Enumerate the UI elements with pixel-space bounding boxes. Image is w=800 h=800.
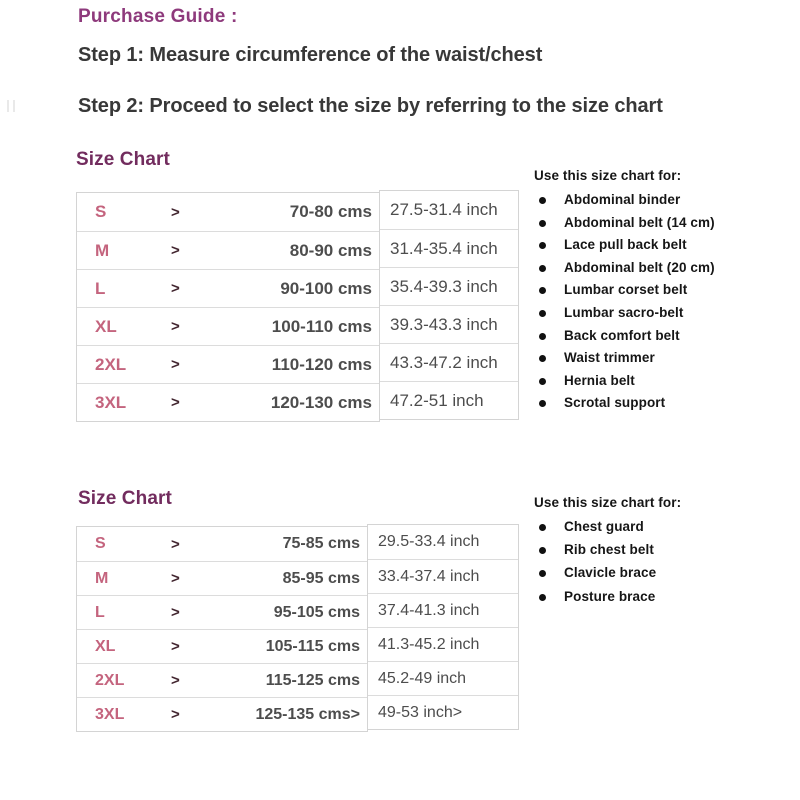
inch-range: 27.5-31.4 inch — [390, 200, 498, 219]
step-1-text: Step 1: Measure circumference of the waist/chest — [78, 44, 543, 66]
bullet-icon — [539, 197, 546, 204]
inch-row — [380, 381, 518, 419]
inch-range: 33.4-37.4 inch — [378, 567, 480, 585]
size-cms-table — [76, 526, 368, 732]
list-item: Scrotal support — [534, 395, 784, 418]
list-item: Chest guard — [534, 519, 784, 542]
bullet-icon — [539, 265, 546, 272]
bullet-icon — [539, 524, 546, 531]
inch-table — [379, 190, 519, 420]
chevron-right-icon: > — [171, 203, 180, 221]
chevron-right-icon: > — [171, 242, 180, 259]
bullet-icon — [539, 378, 546, 385]
cms-range: 105-115 cms — [265, 637, 360, 655]
inch-range: 41.3-45.2 inch — [378, 635, 480, 653]
cms-range: 80-90 cms — [289, 240, 372, 260]
size-chart-row — [77, 307, 379, 345]
inch-row — [380, 191, 518, 229]
size-chart-heading-2: Size Chart — [78, 488, 172, 509]
bullet-icon — [539, 570, 546, 577]
usage-list-title: Use this size chart for: — [534, 168, 682, 183]
size-chart-row — [77, 269, 379, 307]
inch-row — [380, 305, 518, 343]
size-label: M — [95, 569, 109, 587]
inch-row — [380, 229, 518, 267]
inch-range: 37.4-41.3 inch — [378, 601, 480, 619]
list-item: Abdominal belt (14 cm) — [534, 215, 784, 238]
size-label: L — [95, 603, 105, 621]
cms-range: 95-105 cms — [273, 603, 360, 621]
bullet-icon — [539, 400, 546, 407]
bullet-icon — [539, 220, 546, 227]
chevron-right-icon: > — [171, 280, 180, 297]
cms-range: 85-95 cms — [282, 569, 360, 587]
bullet-icon — [539, 547, 546, 554]
cms-range: 70-80 cms — [289, 202, 372, 221]
bullet-icon — [539, 594, 546, 601]
cms-range: 100-110 cms — [271, 316, 372, 336]
step-2-text: Step 2: Proceed to select the size by referring to the size chart — [78, 95, 663, 117]
list-item: Abdominal belt (20 cm) — [534, 260, 784, 283]
size-label: 2XL — [95, 671, 125, 689]
cms-range: 90-100 cms — [280, 278, 372, 298]
bullet-icon — [539, 310, 546, 317]
list-item: Lumbar corset belt — [534, 282, 784, 305]
list-item: Abdominal binder — [534, 192, 784, 215]
chevron-right-icon: > — [171, 570, 180, 587]
list-item: Rib chest belt — [534, 542, 784, 565]
inch-row — [380, 267, 518, 305]
size-chart-row — [77, 193, 379, 231]
page-title: Purchase Guide : — [78, 6, 238, 27]
size-label: XL — [95, 637, 116, 655]
chevron-right-icon: > — [171, 672, 180, 689]
size-chart-row — [77, 663, 367, 697]
inch-row — [368, 627, 518, 661]
list-item: Lumbar sacro-belt — [534, 305, 784, 328]
inch-row — [380, 343, 518, 381]
chevron-right-icon: > — [171, 394, 180, 411]
inch-range: 47.2-51 inch — [390, 390, 484, 410]
chevron-right-icon: > — [171, 535, 180, 553]
chevron-right-icon: > — [171, 356, 180, 373]
bullet-icon — [539, 355, 546, 362]
size-cms-table — [76, 192, 380, 422]
cms-range: 110-120 cms — [271, 354, 372, 374]
size-chart-row — [77, 345, 379, 383]
list-item: Posture brace — [534, 589, 784, 612]
bullet-icon — [539, 333, 546, 340]
chevron-right-icon: > — [171, 318, 180, 335]
bullet-icon — [539, 242, 546, 249]
inch-range: 43.3-47.2 inch — [390, 352, 498, 372]
size-label: S — [95, 202, 107, 221]
bullet-icon — [539, 287, 546, 294]
inch-row — [368, 695, 518, 729]
inch-table — [367, 524, 519, 730]
size-label: S — [95, 535, 106, 552]
edge-artifact — [7, 100, 15, 112]
list-item: Waist trimmer — [534, 350, 784, 373]
size-label: M — [95, 240, 110, 260]
inch-row — [368, 593, 518, 627]
usage-list-1 — [534, 168, 784, 418]
cms-range: 115-125 cms — [265, 671, 360, 689]
size-label: XL — [95, 316, 117, 336]
size-chart-table-1 — [76, 192, 519, 422]
size-chart-row — [77, 561, 367, 595]
size-label: 2XL — [95, 354, 127, 374]
chevron-right-icon: > — [171, 706, 180, 723]
list-item: Lace pull back belt — [534, 237, 784, 260]
inch-range: 45.2-49 inch — [378, 669, 467, 687]
inch-range: 31.4-35.4 inch — [390, 238, 498, 258]
inch-row — [368, 525, 518, 559]
inch-range: 29.5-33.4 inch — [378, 533, 480, 550]
cms-range: 75-85 cms — [282, 535, 360, 552]
size-label: 3XL — [95, 705, 125, 723]
inch-row — [368, 661, 518, 695]
usage-list-title: Use this size chart for: — [534, 495, 682, 510]
list-item: Back comfort belt — [534, 328, 784, 351]
size-chart-heading-1: Size Chart — [76, 149, 170, 170]
size-chart-table-2 — [76, 526, 519, 732]
chevron-right-icon: > — [171, 604, 180, 621]
usage-list-2 — [534, 495, 784, 612]
inch-range: 35.4-39.3 inch — [390, 276, 498, 296]
cms-range: 120-130 cms — [270, 392, 372, 412]
list-item: Clavicle brace — [534, 565, 784, 588]
size-chart-row — [77, 527, 367, 561]
size-chart-row — [77, 697, 367, 731]
inch-range: 49-53 inch> — [378, 703, 463, 721]
inch-row — [368, 559, 518, 593]
cms-range: 125-135 cms> — [255, 705, 360, 723]
size-label: L — [95, 278, 106, 298]
inch-range: 39.3-43.3 inch — [390, 314, 498, 334]
size-chart-row — [77, 595, 367, 629]
size-chart-row — [77, 629, 367, 663]
size-label: 3XL — [95, 392, 127, 412]
chevron-right-icon: > — [171, 638, 180, 655]
size-chart-row — [77, 383, 379, 421]
list-item: Hernia belt — [534, 373, 784, 396]
size-chart-row — [77, 231, 379, 269]
